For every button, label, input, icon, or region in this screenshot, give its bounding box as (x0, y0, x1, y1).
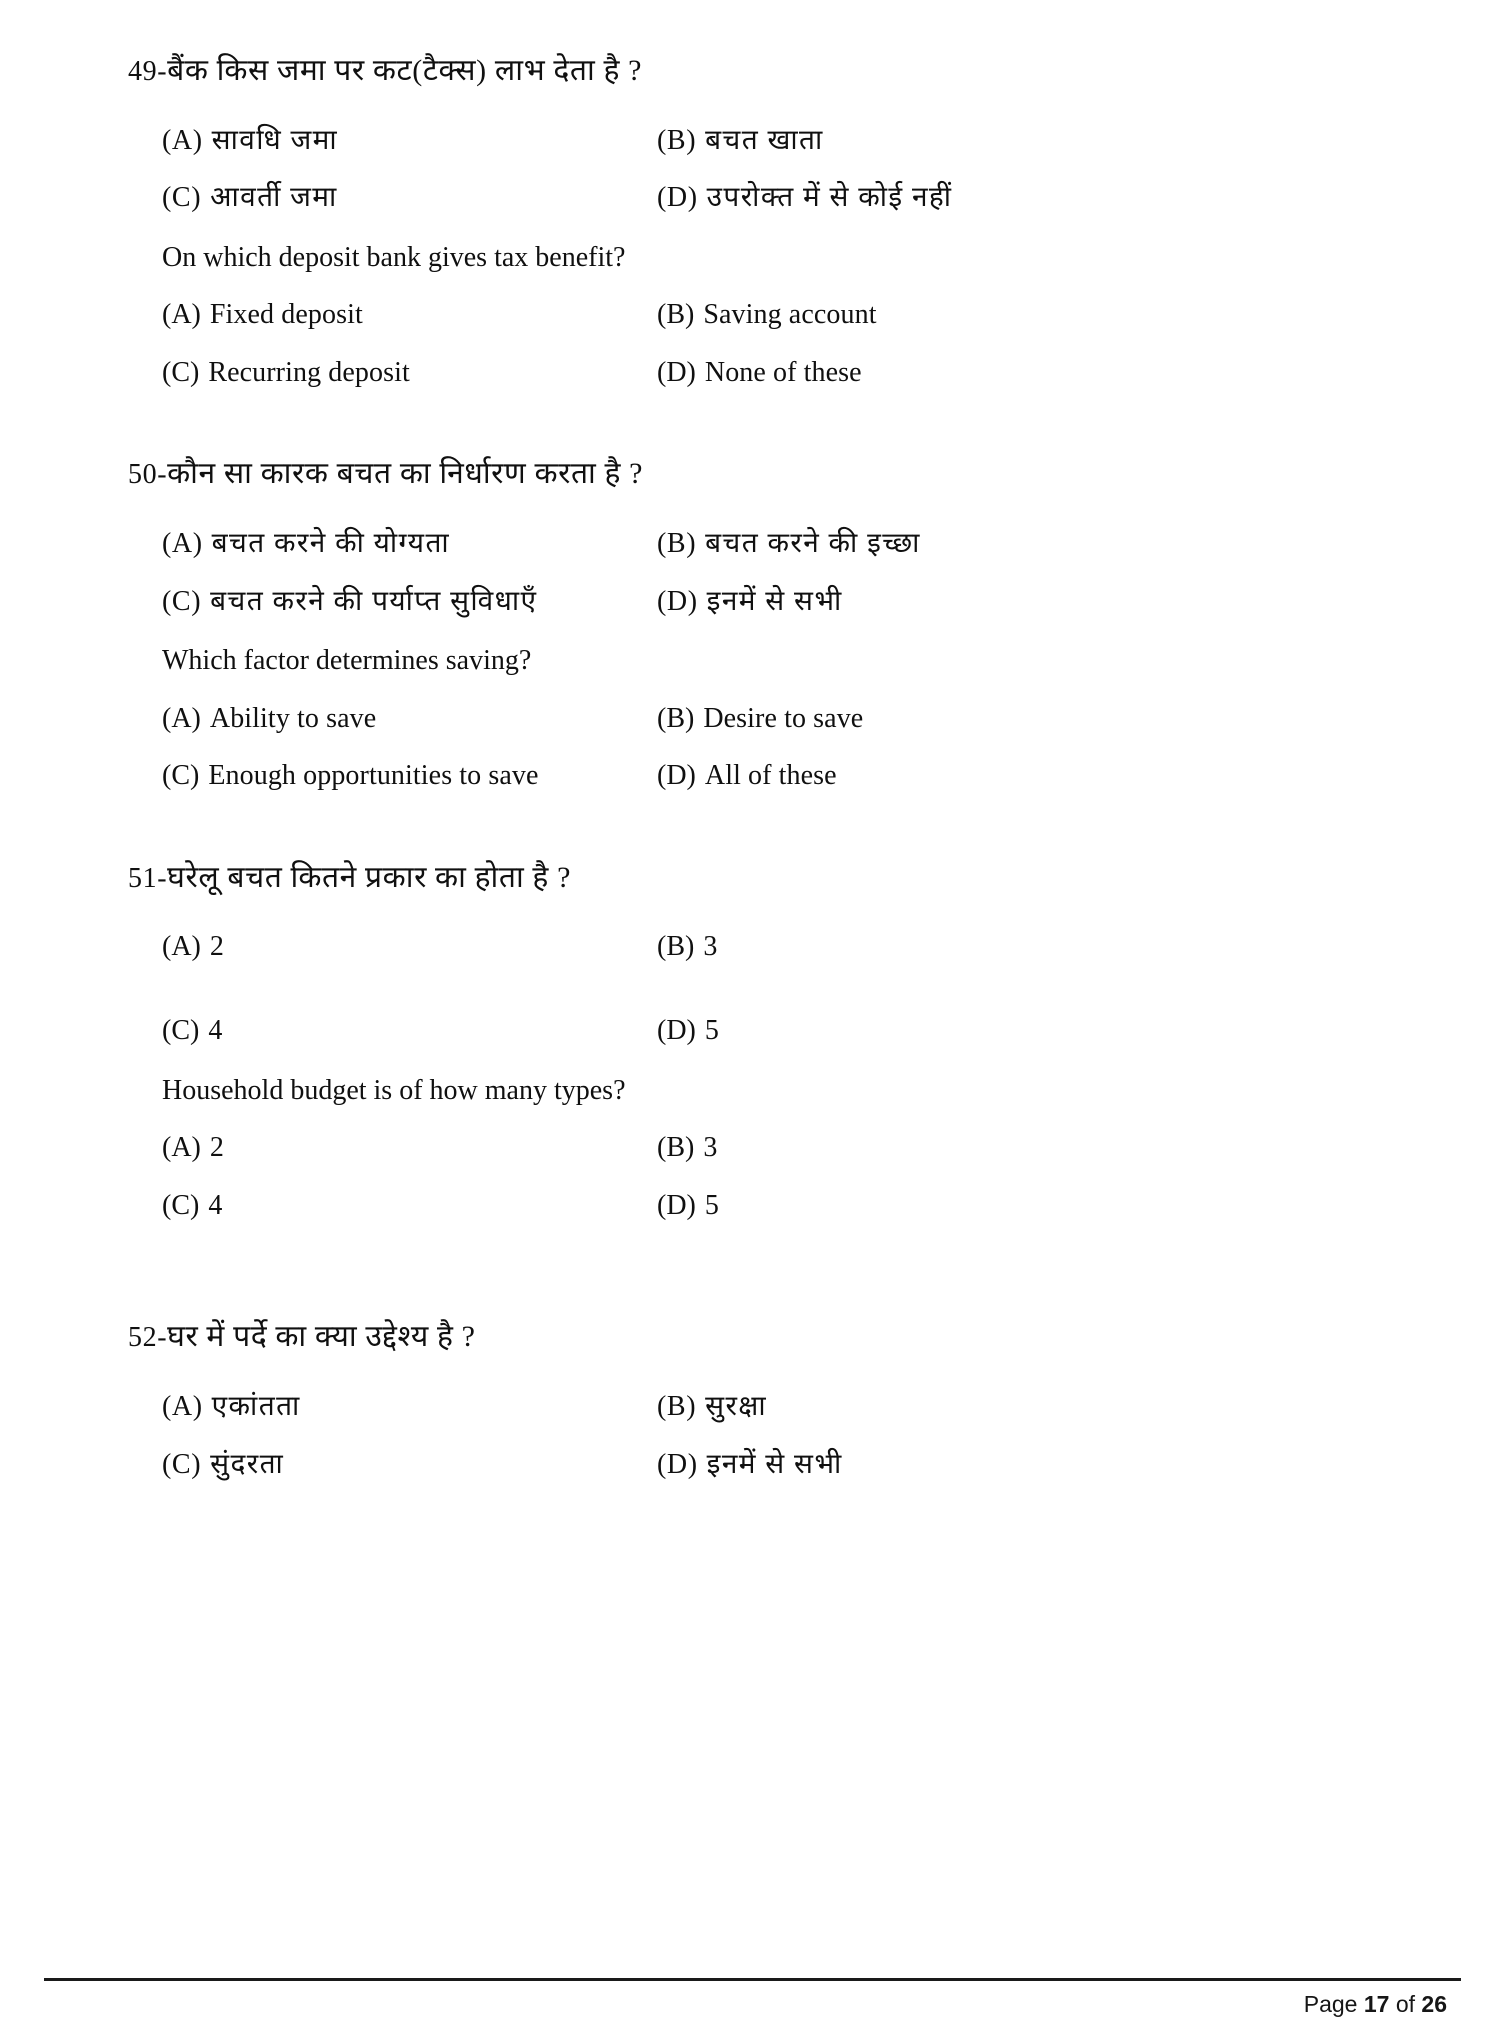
option-label: Desire to save (703, 702, 864, 734)
option-label: Recurring deposit (208, 356, 410, 388)
question-text-hindi-50: कौन सा कारक बचत का निर्धारण करता है ? (167, 457, 644, 491)
option-51-en-b[interactable] (657, 1131, 1177, 1165)
option-label: उपरोक्त में से कोई नहीं (706, 182, 953, 214)
option-51-en-c[interactable] (162, 1189, 657, 1223)
question-stem-hindi-51 (128, 859, 1445, 897)
option-key-a: (A) (162, 931, 201, 963)
page-label-middle: of (1389, 1991, 1422, 2017)
question-stem-english-49: On which deposit bank gives tax benefit? (162, 241, 626, 273)
option-label: आवर्ती जमा (210, 182, 338, 214)
question-block-51 (128, 859, 1445, 1222)
option-key-d: (D) (657, 1448, 698, 1480)
question-stem-english-51: Household budget is of how many types? (162, 1074, 626, 1106)
option-key-d: (D) (657, 1189, 696, 1221)
option-49-en-c[interactable] (162, 356, 657, 390)
option-row (162, 585, 1445, 619)
option-key-b: (B) (657, 124, 697, 156)
option-52-hi-d[interactable] (657, 1448, 1177, 1482)
option-50-hi-a[interactable] (162, 527, 657, 561)
option-key-c: (C) (162, 1189, 200, 1221)
option-key-a: (A) (162, 702, 201, 734)
option-key-b: (B) (657, 702, 695, 734)
option-label: Saving account (703, 299, 877, 331)
page-current: 17 (1363, 1991, 1390, 2017)
option-label: 5 (704, 1189, 719, 1221)
option-row (162, 181, 1445, 215)
option-key-c: (C) (162, 760, 200, 792)
option-50-en-b[interactable] (657, 702, 1177, 736)
spacer (128, 618, 1445, 644)
option-label: इनमें से सभी (706, 585, 843, 617)
page-footer (44, 1978, 1461, 2018)
option-label: 4 (208, 1189, 223, 1221)
option-key-a: (A) (162, 527, 203, 559)
option-key-d: (D) (657, 356, 696, 388)
option-label: Fixed deposit (209, 299, 363, 331)
options-english-51 (128, 1131, 1445, 1222)
option-label: Ability to save (209, 702, 377, 734)
option-key-d: (D) (657, 182, 698, 214)
question-text-hindi-52: घर में पर्दे का क्या उद्देश्य है ? (167, 1320, 476, 1354)
option-50-hi-d[interactable] (657, 585, 1177, 619)
option-row (162, 1131, 1445, 1165)
option-key-b: (B) (657, 299, 695, 331)
footer-divider (44, 1978, 1461, 1981)
option-51-hi-d[interactable] (657, 1014, 1177, 1048)
option-key-b: (B) (657, 931, 695, 963)
option-key-a: (A) (162, 299, 201, 331)
spacer (128, 1048, 1445, 1074)
option-49-en-d[interactable] (657, 356, 1177, 390)
option-label: 2 (209, 1132, 224, 1164)
spacer (128, 215, 1445, 241)
question-number-52: 52- (128, 1322, 168, 1354)
option-52-hi-c[interactable] (162, 1448, 657, 1482)
option-key-a: (A) (162, 1132, 201, 1164)
page-total: 26 (1421, 1991, 1447, 2017)
question-stem-hindi-52 (128, 1318, 1445, 1356)
spacer (128, 389, 1445, 455)
question-text-hindi-49: बैंक किस जमा पर कट(टैक्स) लाभ देता है ? (167, 54, 643, 87)
option-50-en-a[interactable] (162, 702, 657, 736)
option-key-d: (D) (657, 1015, 696, 1047)
options-hindi-52 (128, 1390, 1445, 1481)
option-row (162, 702, 1445, 736)
option-label: इनमें से सभी (706, 1448, 843, 1480)
option-label: सुरक्षा (705, 1390, 768, 1422)
question-block-50 (128, 455, 1445, 792)
option-key-c: (C) (162, 1448, 202, 1480)
page-label-prefix: Page (1303, 1991, 1364, 2017)
spacer (162, 988, 1445, 1014)
question-number-51: 51- (128, 862, 168, 894)
option-label: None of these (704, 356, 862, 388)
option-row (162, 356, 1445, 390)
option-key-d: (D) (657, 585, 698, 617)
option-row (162, 298, 1445, 332)
option-label: एकांतता (211, 1390, 301, 1422)
option-49-en-a[interactable] (162, 298, 657, 332)
option-label: 3 (703, 1132, 718, 1164)
option-label: सावधि जमा (211, 124, 339, 156)
option-row (162, 1448, 1445, 1482)
option-key-b: (B) (657, 527, 697, 559)
option-51-hi-b[interactable] (657, 930, 1177, 964)
option-key-b: (B) (657, 1390, 697, 1422)
question-stem-hindi-49 (128, 52, 1445, 90)
option-label: Enough opportunities to save (208, 760, 539, 792)
option-key-d: (D) (657, 760, 696, 792)
option-label: 3 (703, 931, 718, 963)
option-label: बचत करने की योग्यता (211, 527, 451, 559)
option-key-c: (C) (162, 585, 202, 617)
option-row (162, 527, 1445, 561)
option-49-hi-c[interactable] (162, 181, 657, 215)
question-stem-english-50: Which factor determines saving? (162, 645, 532, 677)
question-number-50: 50- (128, 459, 168, 491)
option-51-hi-c[interactable] (162, 1014, 657, 1048)
option-row (162, 124, 1445, 158)
option-key-b: (B) (657, 1132, 695, 1164)
options-hindi-51 (128, 930, 1445, 1047)
option-52-hi-b[interactable] (657, 1390, 1177, 1424)
option-50-en-d[interactable] (657, 759, 1177, 793)
question-text-hindi-51: घरेलू बचत कितने प्रकार का होता है ? (167, 860, 571, 894)
option-key-c: (C) (162, 182, 202, 214)
options-english-50 (128, 702, 1445, 793)
page-number-label (44, 1991, 1461, 2018)
option-label: बचत करने की पर्याप्त सुविधाएँ (210, 585, 538, 617)
option-51-hi-a[interactable] (162, 930, 657, 964)
option-49-hi-d[interactable] (657, 181, 1177, 215)
option-51-en-a[interactable] (162, 1131, 657, 1165)
spacer (128, 1222, 1445, 1318)
question-number-49: 49- (128, 56, 168, 87)
option-key-c: (C) (162, 1015, 200, 1047)
option-label: 5 (704, 1015, 719, 1047)
option-49-en-b[interactable] (657, 298, 1177, 332)
spacer (128, 793, 1445, 859)
options-hindi-49 (128, 124, 1445, 215)
option-label: 2 (209, 931, 224, 963)
option-key-a: (A) (162, 1390, 203, 1422)
option-label: बचत खाता (705, 124, 824, 156)
question-block-52 (128, 1318, 1445, 1481)
option-label: सुंदरता (210, 1448, 285, 1480)
option-row (162, 930, 1445, 964)
option-49-hi-b[interactable] (657, 124, 1177, 158)
option-row (162, 1014, 1445, 1048)
option-label: 4 (208, 1015, 223, 1047)
option-row (162, 1189, 1445, 1223)
question-block-49 (128, 52, 1445, 389)
options-english-49 (128, 298, 1445, 389)
option-49-hi-a[interactable] (162, 124, 657, 158)
option-50-en-c[interactable] (162, 759, 657, 793)
option-52-hi-a[interactable] (162, 1390, 657, 1424)
option-50-hi-b[interactable] (657, 527, 1177, 561)
option-label: बचत करने की इच्छा (705, 527, 921, 559)
option-key-a: (A) (162, 124, 203, 156)
option-row (162, 759, 1445, 793)
options-hindi-50 (128, 527, 1445, 618)
option-label: All of these (704, 760, 837, 792)
question-stem-hindi-50 (128, 455, 1445, 493)
option-51-en-d[interactable] (657, 1189, 1177, 1223)
option-key-c: (C) (162, 356, 200, 388)
option-row (162, 1390, 1445, 1424)
option-50-hi-c[interactable] (162, 585, 657, 619)
